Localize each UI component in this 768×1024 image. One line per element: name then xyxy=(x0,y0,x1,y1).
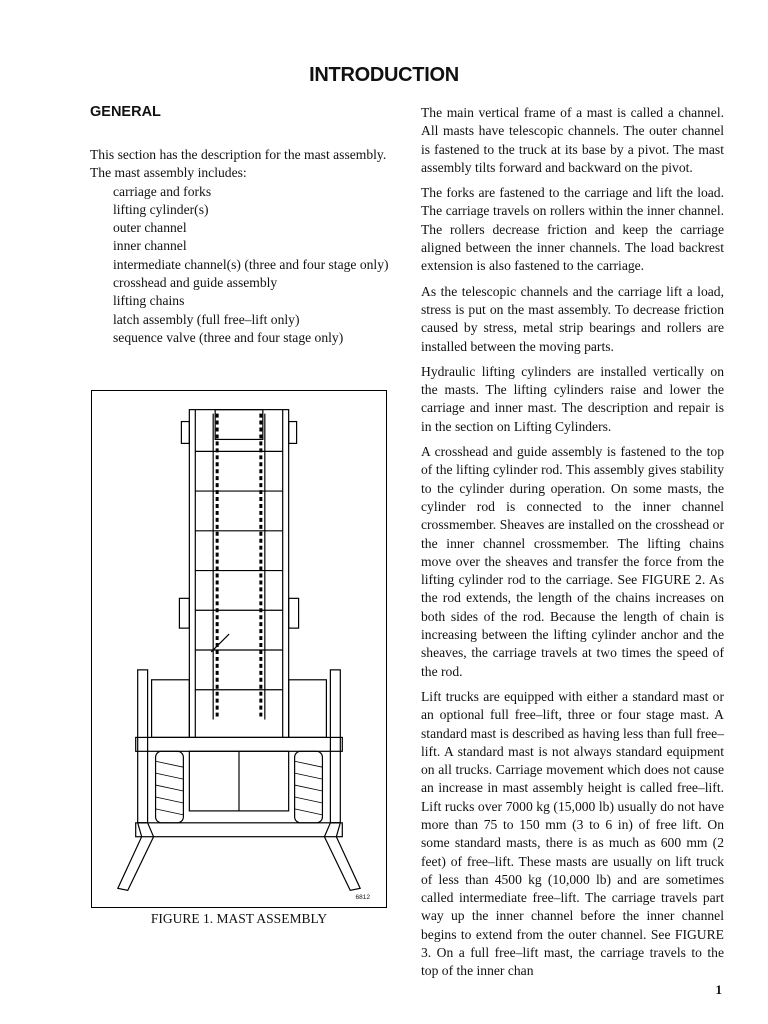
general-intro: This section has the description for the mast assembly. The mast assembly includes: xyxy=(90,147,387,181)
list-item: latch assembly (full free–lift only) xyxy=(113,311,300,327)
section-heading-general: GENERAL xyxy=(90,104,161,120)
list-item: sequence valve (three and four stage only) xyxy=(113,329,344,345)
paragraph: Hydraulic lifting cylinders are installed vertically on the masts. The lifting cylinders raise and lower the carriage and inner mast. The description and repair is in the section on Lifting Cylinders. xyxy=(421,363,724,434)
list-item: inner channel xyxy=(113,238,187,254)
page-number: 1 xyxy=(715,982,722,997)
list-item: carriage and forks xyxy=(113,183,212,199)
mast-components-list xyxy=(90,183,400,348)
list-item: lifting chains xyxy=(113,293,185,309)
paragraph: Lift trucks are equipped with either a standard mast or an optional full free–lift, three or four stage mast. A standard mast is described as having less than full free–lift. A standard mast is not always standard equipment on all trucks. Carriage movement which does not cause an increase in mast assembly height is called free–lift. Lift rucks over 7000 kg (15,000 lb) usually do not have more than 75 to 150 mm (3 to 6 in) of free lift. On some standard masts, there is as much as 600 mm (2 feet) of free–lift. These masts are usually on lift truck of less than 4500 kg (10,000 lb) and are sometimes called intermediate free–lift. The carriage travels part way up the inner channel before the inner channel begins to extend from the outer channel. See FIGURE 3. On a full free–lift mast, the carriage travels to the top of the inner chan xyxy=(421,688,724,979)
left-column xyxy=(90,104,400,347)
mast-assembly-drawing xyxy=(92,391,386,907)
list-item: outer channel xyxy=(113,220,187,236)
figure-mast-assembly xyxy=(91,390,387,908)
figure-id-label: 6812 xyxy=(355,894,370,901)
list-item: intermediate channel(s) (three and four stage only) xyxy=(113,256,389,272)
list-item: lifting cylinder(s) xyxy=(113,201,209,217)
list-item: crosshead and guide assembly xyxy=(113,275,278,291)
paragraph: A crosshead and guide assembly is fastened to the top of the lifting cylinder rod. This assembly gives stability to the cylinder during operation. On some masts, the cylinder rod is connected to the inner channel crossmember. Sheaves are installed on the crosshead or the inner channel crossmember. The lifting chains move over the sheaves and transfer the force from the lifting cylinder rod to the carriage. See FIGURE 2. As the rod extends, the length of the chains increases on both sides of the rod. Because the length of chain is increasing between the lifting cylinder anchor and the sheaves, the carriage travels at two times the speed of the rod. xyxy=(421,444,724,679)
paragraph: The forks are fastened to the carriage and lift the load. The carriage travels on rollers within the inner channel. The rollers decrease friction and keep the carriage aligned between the inner channels. The load backrest extension is also fastened to the carriage. xyxy=(421,185,724,274)
figure-caption: FIGURE 1. MAST ASSEMBLY xyxy=(150,911,328,926)
paragraph: As the telescopic channels and the carriage lift a load, stress is put on the mast assembly. To decrease friction caused by stress, metal strip bearings and rollers are installed between the moving parts. xyxy=(421,283,724,354)
page-title: INTRODUCTION xyxy=(309,64,459,86)
right-column xyxy=(421,104,724,988)
paragraph: The main vertical frame of a mast is called a channel. All masts have telescopic channels. The outer channel is fastened to the truck at its base by a pivot. The mast assembly tilts forward and backward on the pivot. xyxy=(421,105,724,175)
